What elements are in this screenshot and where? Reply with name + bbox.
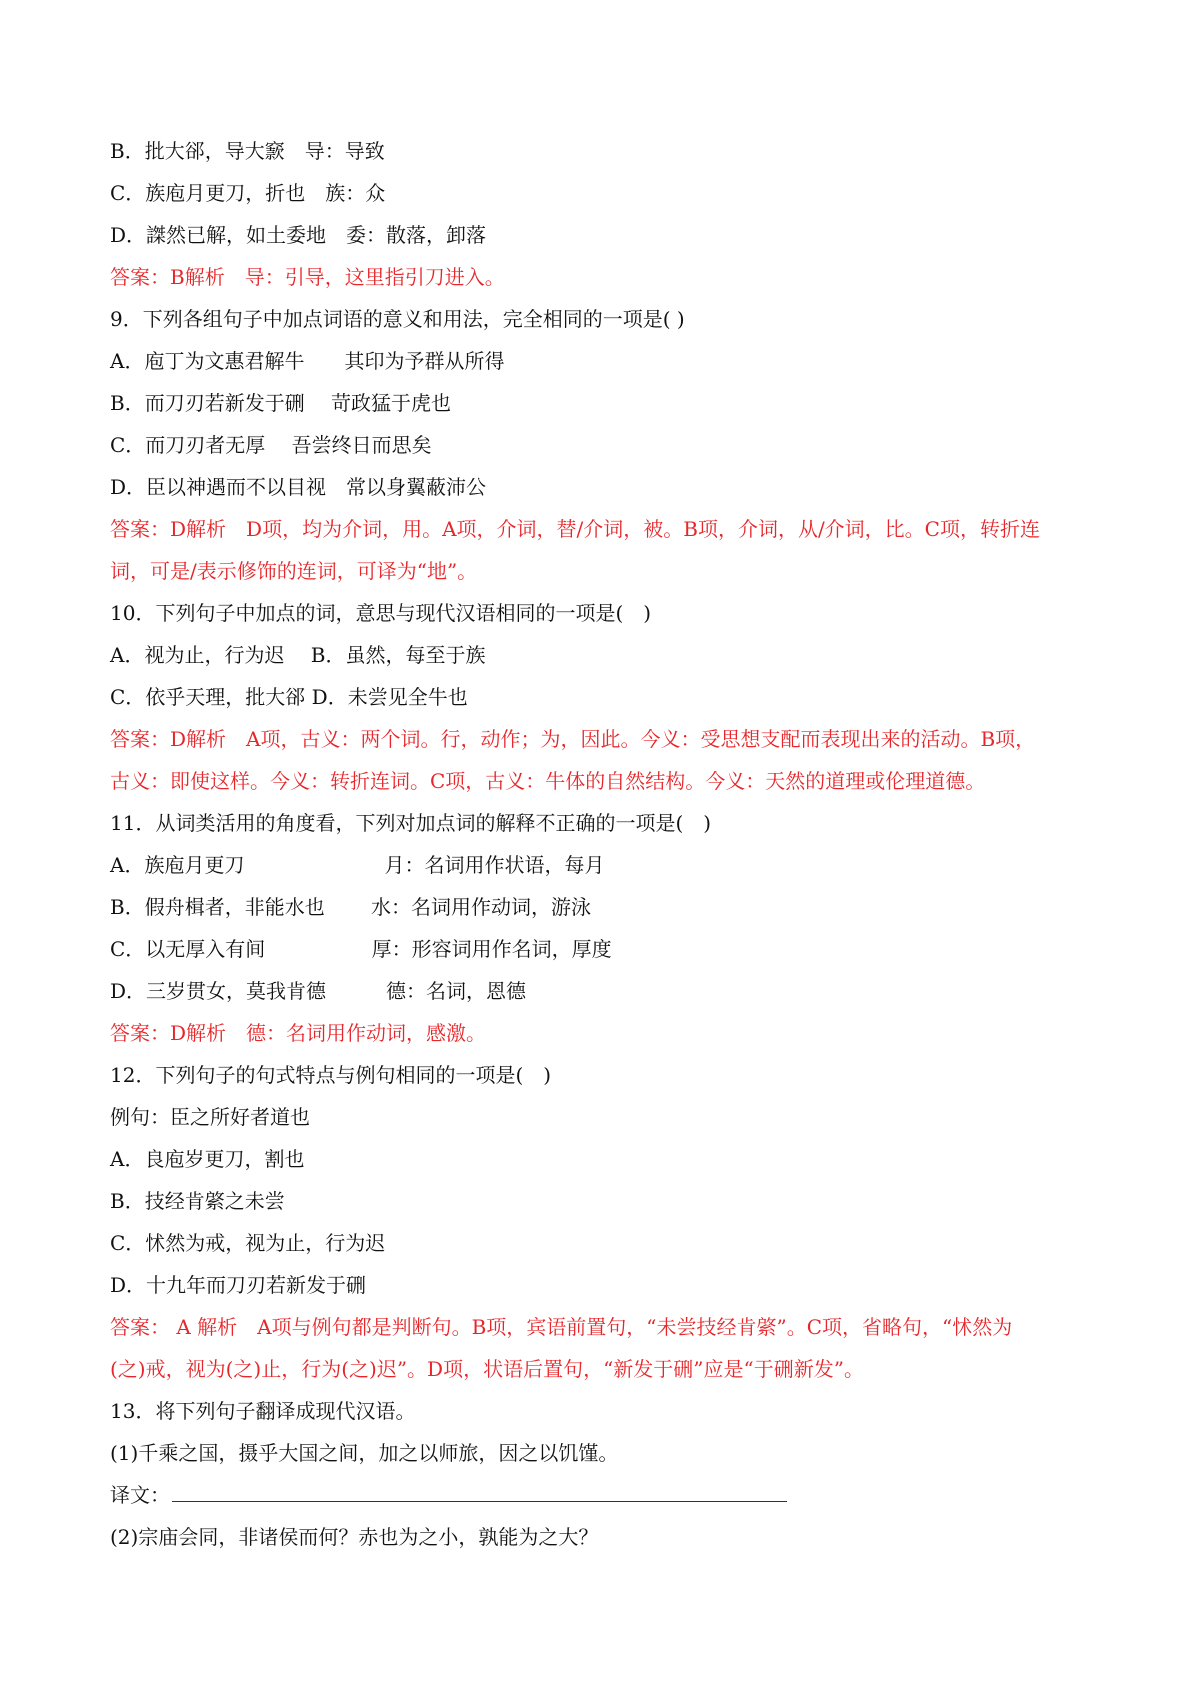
q12-answer-line-2: (之)戒，视为(之)止，行为(之)迟”。D项，状语后置句，“新发于硎”应是“于硎新发”。 — [110, 1357, 864, 1381]
q10-options-ab: A．视为止，行为迟 B．虽然，每至于族 — [110, 643, 486, 667]
q13-sentence-1: (1)千乘之国，摄乎大国之间，加之以师旅，因之以饥馑。 — [110, 1441, 619, 1465]
q10-stem: 10．下列句子中加点的词，意思与现代汉语相同的一项是( ) — [110, 601, 652, 625]
q9-answer-line-2: 词，可是/表示修饰的连词，可译为“地”。 — [110, 559, 478, 583]
q9-option-c: C．而刀刃者无厚 吾尝终日而思矣 — [110, 433, 432, 457]
q8-option-b: B．批大郤，导大窾 导：导致 — [110, 139, 385, 163]
q8-option-d: D．謋然已解，如土委地 委：散落，卸落 — [110, 223, 487, 247]
q13-sentence-2: (2)宗庙会同，非诸侯而何？赤也为之小，孰能为之大？ — [110, 1525, 599, 1549]
q10-answer-line-1: 答案：D解析 A项，古义：两个词。行，动作；为，因此。今义：受思想支配而表现出来的活动。B项， — [110, 727, 1036, 751]
question-content — [110, 130, 1100, 1558]
q12-option-d: D．十九年而刀刃若新发于硎 — [110, 1273, 367, 1297]
q11-option-d: D．三岁贯女，莫我肯德 德：名词，恩德 — [110, 979, 527, 1003]
q13-translation-row — [110, 1474, 1100, 1516]
q9-option-b: B．而刀刃若新发于硎 苛政猛于虎也 — [110, 391, 452, 415]
q12-example: 例句：臣之所好者道也 — [110, 1105, 310, 1129]
q12-option-b: B．技经肯綮之未尝 — [110, 1189, 285, 1213]
q11-option-c: C．以无厚入有间 厚：形容词用作名词，厚度 — [110, 937, 612, 961]
q11-option-a: A．族庖月更刀 月：名词用作状语，每月 — [110, 853, 605, 877]
q12-option-a: A．良庖岁更刀，割也 — [110, 1147, 305, 1171]
q12-option-c: C．怵然为戒，视为止，行为迟 — [110, 1231, 386, 1255]
q13-stem: 13．将下列句子翻译成现代汉语。 — [110, 1399, 416, 1423]
q9-answer-line-1: 答案：D解析 D项，均为介词，用。A项，介词，替/介词，被。B项，介词，从/介词，比。C项，转折连 — [110, 517, 1040, 541]
q12-stem: 12．下列句子的句式特点与例句相同的一项是( ) — [110, 1063, 552, 1087]
q11-answer: 答案：D解析 德：名词用作动词，感激。 — [110, 1021, 487, 1045]
q12-answer-line-1: 答案： A 解析 A项与例句都是判断句。B项，宾语前置句，“未尝技经肯綮”。C项，省略句，“怵然为 — [110, 1315, 1013, 1339]
q9-option-d: D．臣以神遇而不以目视 常以身翼蔽沛公 — [110, 475, 487, 499]
q9-option-a: A．庖丁为文惠君解牛 其印为予群从所得 — [110, 349, 505, 373]
q8-option-c: C．族庖月更刀，折也 族：众 — [110, 181, 386, 205]
q10-options-cd: C．依乎天理，批大郤 D．未尝见全牛也 — [110, 685, 468, 709]
q8-answer: 答案：B解析 导：引导，这里指引刀进入。 — [110, 265, 505, 289]
translation-blank-line[interactable] — [172, 1477, 787, 1502]
q9-stem: 9．下列各组句子中加点词语的意义和用法，完全相同的一项是( ) — [110, 307, 685, 331]
q11-stem: 11．从词类活用的角度看，下列对加点词的解释不正确的一项是( ) — [110, 811, 712, 835]
translation-label: 译文： — [110, 1483, 170, 1507]
q11-option-b: B．假舟楫者，非能水也 水：名词用作动词，游泳 — [110, 895, 592, 919]
q10-answer-line-2: 古义：即使这样。今义：转折连词。C项，古义：牛体的自然结构。今义：天然的道理或伦理道德。 — [110, 769, 986, 793]
